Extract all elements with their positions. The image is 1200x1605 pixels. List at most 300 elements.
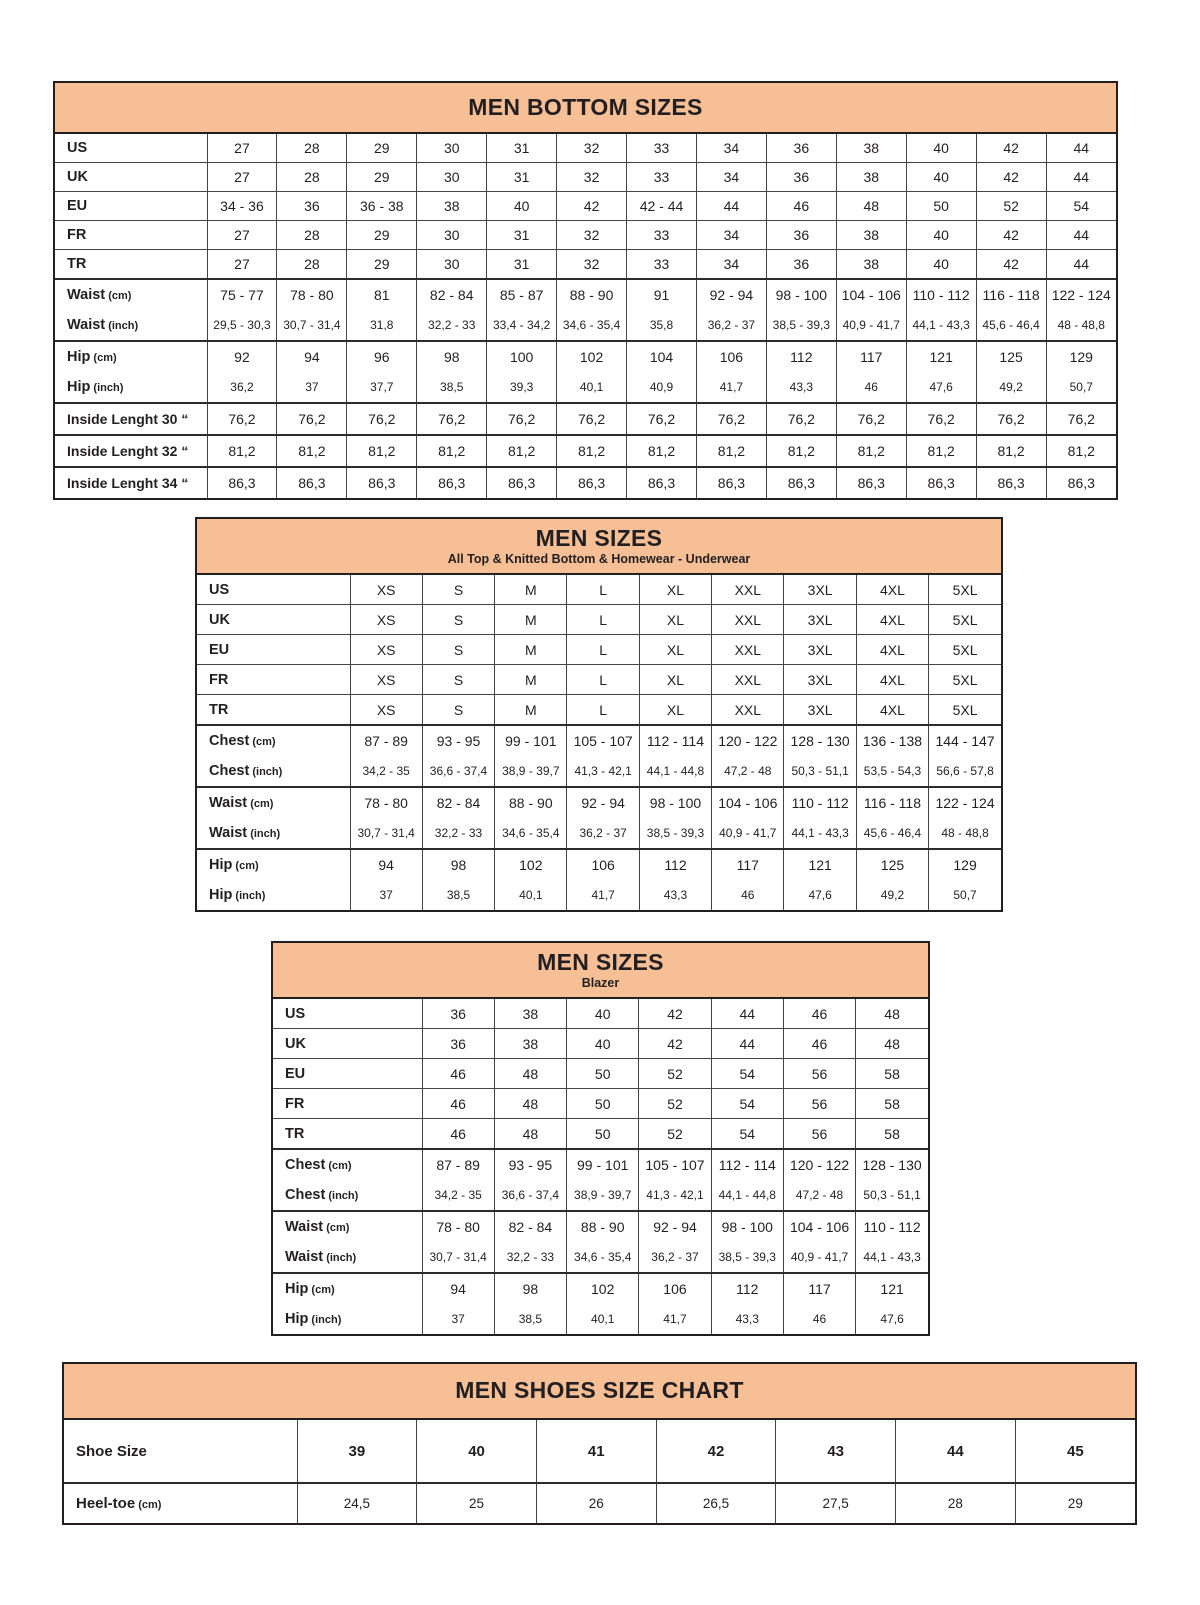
table-cell: 30,7 - 31,4 [277, 310, 347, 341]
table-cell: 37 [422, 1304, 494, 1334]
row-label-text: Heel-toe [76, 1495, 136, 1512]
table-cell: XL [639, 575, 711, 605]
men-shoes-size-grid [64, 1420, 1135, 1523]
table-cell: 40 [906, 221, 976, 250]
table-cell: 34,6 - 35,4 [567, 1242, 639, 1273]
table-cell: 88 - 90 [557, 279, 627, 310]
table-cell: M [495, 665, 567, 695]
table-cell: 41,7 [567, 880, 639, 910]
table-cell: 81,2 [487, 435, 557, 467]
table-cell: 129 [929, 849, 1001, 880]
table-cell: 54 [711, 1059, 783, 1089]
table-cell: 129 [1046, 341, 1116, 372]
table-cell: 40 [906, 134, 976, 163]
table-cell: 40,9 - 41,7 [712, 818, 784, 849]
row-label [55, 163, 207, 192]
row-label-text: Chest [209, 763, 250, 779]
row-label-text: Chest [209, 733, 250, 749]
table-cell: 4XL [856, 695, 928, 726]
table-cell: 76,2 [766, 403, 836, 435]
table-row [273, 1180, 928, 1211]
table-cell: 29 [347, 221, 417, 250]
table-cell: 37,7 [347, 372, 417, 403]
table-cell: 44,1 - 44,8 [711, 1180, 783, 1211]
table-cell: 112 - 114 [639, 725, 711, 756]
table-cell: 58 [856, 1119, 928, 1150]
table-row [197, 635, 1001, 665]
table-cell: 47,2 - 48 [783, 1180, 855, 1211]
row-label [55, 310, 207, 341]
table-cell: 4XL [856, 605, 928, 635]
table-cell: 36 [422, 999, 494, 1029]
table-cell: 102 [557, 341, 627, 372]
table-cell: XS [350, 575, 422, 605]
table-cell: 98 [417, 341, 487, 372]
row-label [55, 403, 207, 435]
table-cell: 81 [347, 279, 417, 310]
table-row [55, 435, 1116, 467]
table-cell: 42 [976, 221, 1046, 250]
table-cell: 47,6 [856, 1304, 928, 1334]
row-label-text: TR [285, 1125, 305, 1142]
table-cell: 86,3 [906, 467, 976, 498]
row-label-unit: (inch) [325, 1190, 359, 1202]
table-cell: 42 [976, 163, 1046, 192]
table-cell: 44 [696, 192, 766, 221]
table-cell: 54 [711, 1089, 783, 1119]
table-cell: 40 [906, 163, 976, 192]
row-label-unit: (cm) [232, 860, 259, 872]
table-cell: 78 - 80 [350, 787, 422, 818]
table-cell: 38,5 - 39,3 [639, 818, 711, 849]
table-cell: 30 [417, 163, 487, 192]
table-cell: 105 - 107 [567, 725, 639, 756]
table-row [197, 695, 1001, 726]
row-label-unit: (cm) [323, 1222, 350, 1234]
table-cell: 38,5 [494, 1304, 566, 1334]
table-cell: 39 [297, 1420, 417, 1483]
table-cell: 40,1 [495, 880, 567, 910]
table-cell: 5XL [929, 575, 1001, 605]
men-sizes-blazer-grid [273, 999, 928, 1334]
table-row [197, 880, 1001, 910]
row-label-unit: (cm) [249, 736, 276, 748]
table-cell: 38,9 - 39,7 [495, 756, 567, 787]
table-row [55, 134, 1116, 163]
table-cell: 81,2 [1046, 435, 1116, 467]
table-cell: 81,2 [766, 435, 836, 467]
table-cell: 31 [487, 163, 557, 192]
row-label-unit: (inch) [247, 828, 281, 840]
table-cell: 38,5 [422, 880, 494, 910]
table-row [197, 849, 1001, 880]
table-cell: 88 - 90 [495, 787, 567, 818]
table-cell: 52 [976, 192, 1046, 221]
table-cell: 38,5 [417, 372, 487, 403]
table-cell: XS [350, 605, 422, 635]
table-cell: 76,2 [627, 403, 697, 435]
table-cell: XXL [712, 695, 784, 726]
row-label-unit: (inch) [90, 382, 124, 394]
table-row [197, 756, 1001, 787]
table-cell: 36 [766, 134, 836, 163]
row-label [55, 341, 207, 372]
row-label-unit: (inch) [308, 1314, 342, 1326]
table-row [197, 605, 1001, 635]
table-cell: 76,2 [696, 403, 766, 435]
row-label [55, 435, 207, 467]
table-cell: 44,1 - 43,3 [856, 1242, 928, 1273]
table-row [273, 1059, 928, 1089]
table-cell: L [567, 665, 639, 695]
table-row [55, 403, 1116, 435]
row-label-text: Inside Lenght 30 “ [67, 411, 189, 427]
row-label-unit: (cm) [247, 798, 274, 810]
table-cell: 50,3 - 51,1 [856, 1180, 928, 1211]
table-cell: 40,1 [567, 1304, 639, 1334]
table-cell: 47,6 [784, 880, 856, 910]
table-cell: 44,1 - 43,3 [784, 818, 856, 849]
table-cell: 32,2 - 33 [494, 1242, 566, 1273]
table-row [55, 310, 1116, 341]
row-label-text: Hip [209, 887, 233, 903]
table-subtitle: Blazer [581, 975, 620, 990]
table-cell: 36,6 - 37,4 [422, 756, 494, 787]
table-cell: 3XL [784, 665, 856, 695]
table-cell: 47,6 [906, 372, 976, 403]
table-cell: 37 [350, 880, 422, 910]
row-label-text: Hip [67, 379, 91, 395]
table-cell: 42 - 44 [627, 192, 697, 221]
table-cell: L [567, 695, 639, 726]
table-cell: 31,8 [347, 310, 417, 341]
table-cell: 41,3 - 42,1 [567, 756, 639, 787]
table-cell: S [422, 605, 494, 635]
table-cell: 40 [417, 1420, 537, 1483]
table-title: MEN BOTTOM SIZES [468, 93, 703, 120]
row-label-unit: (cm) [105, 290, 132, 302]
row-label-text: Inside Lenght 32 “ [67, 443, 189, 459]
table-cell: 36 [766, 221, 836, 250]
table-cell: 34 - 36 [207, 192, 277, 221]
table-cell: 112 [766, 341, 836, 372]
table-row [273, 999, 928, 1029]
table-cell: 50,3 - 51,1 [784, 756, 856, 787]
row-label [273, 1242, 422, 1273]
row-label-unit: (inch) [105, 320, 139, 332]
table-cell: 82 - 84 [422, 787, 494, 818]
table-cell: 92 - 94 [639, 1211, 711, 1242]
row-label-text: Chest [285, 1187, 326, 1203]
table-cell: 46 [766, 192, 836, 221]
row-label-unit: (cm) [325, 1160, 352, 1172]
table-cell: 46 [783, 999, 855, 1029]
row-label-text: UK [285, 1035, 306, 1052]
table-cell: 36,2 - 37 [639, 1242, 711, 1273]
table-row [55, 163, 1116, 192]
table-cell: 27 [207, 250, 277, 280]
men-bottom-sizes-grid [55, 134, 1116, 498]
table-cell: 40,1 [557, 372, 627, 403]
table-cell: 104 [627, 341, 697, 372]
men-sizes-top-grid [197, 575, 1001, 910]
table-cell: 46 [422, 1089, 494, 1119]
table-cell: 40 [567, 1029, 639, 1059]
table-cell: XS [350, 665, 422, 695]
table-cell: 47,2 - 48 [712, 756, 784, 787]
table-cell: 102 [567, 1273, 639, 1304]
table-cell: 28 [277, 163, 347, 192]
table-cell: 52 [639, 1089, 711, 1119]
table-cell: 104 - 106 [783, 1211, 855, 1242]
table-cell: 100 [487, 341, 557, 372]
table-cell: 76,2 [347, 403, 417, 435]
table-cell: 76,2 [487, 403, 557, 435]
table-cell: 48 - 48,8 [929, 818, 1001, 849]
table-cell: 38 [494, 1029, 566, 1059]
table-cell: 40 [487, 192, 557, 221]
row-label-text: EU [67, 198, 88, 214]
table-cell: 52 [639, 1059, 711, 1089]
table-row [55, 279, 1116, 310]
table-row [64, 1483, 1135, 1523]
table-cell: 42 [639, 999, 711, 1029]
table-cell: 44 [1046, 221, 1116, 250]
table-cell: 36,6 - 37,4 [494, 1180, 566, 1211]
table-cell: 86,3 [627, 467, 697, 498]
row-label [197, 787, 350, 818]
table-cell: 43,3 [639, 880, 711, 910]
table-cell: 94 [422, 1273, 494, 1304]
row-label-text: FR [285, 1095, 305, 1112]
table-cell: 120 - 122 [783, 1149, 855, 1180]
table-row [197, 665, 1001, 695]
table-cell: XL [639, 665, 711, 695]
table-row [273, 1211, 928, 1242]
table-cell: 86,3 [766, 467, 836, 498]
table-cell: 25 [417, 1483, 537, 1523]
table-cell: 29,5 - 30,3 [207, 310, 277, 341]
table-cell: 44,1 - 44,8 [639, 756, 711, 787]
table-cell: 36,2 [207, 372, 277, 403]
row-label-text: FR [67, 227, 87, 243]
table-cell: 48 [494, 1089, 566, 1119]
table-cell: 93 - 95 [494, 1149, 566, 1180]
table-cell: 56,6 - 57,8 [929, 756, 1001, 787]
row-label-text: Hip [67, 349, 91, 365]
table-cell: XL [639, 695, 711, 726]
table-row [55, 372, 1116, 403]
table-cell: 46 [836, 372, 906, 403]
table-cell: 110 - 112 [784, 787, 856, 818]
table-cell: 27 [207, 163, 277, 192]
table-cell: 30,7 - 31,4 [422, 1242, 494, 1273]
row-label-unit: (cm) [90, 352, 117, 364]
table-cell: 54 [1046, 192, 1116, 221]
table-cell: 112 [639, 849, 711, 880]
table-cell: L [567, 635, 639, 665]
table-cell: 91 [627, 279, 697, 310]
table-cell: 46 [783, 1029, 855, 1059]
table-cell: 81,2 [976, 435, 1046, 467]
table-cell: 92 - 94 [696, 279, 766, 310]
table-cell: 5XL [929, 665, 1001, 695]
table-cell: XXL [712, 605, 784, 635]
men-bottom-sizes-header [55, 83, 1116, 134]
table-cell: 44 [1046, 250, 1116, 280]
table-cell: 116 - 118 [976, 279, 1046, 310]
table-cell: 41 [536, 1420, 656, 1483]
table-cell: 48 - 48,8 [1046, 310, 1116, 341]
table-cell: 37 [277, 372, 347, 403]
table-cell: M [495, 605, 567, 635]
table-cell: 117 [783, 1273, 855, 1304]
table-cell: 54 [711, 1119, 783, 1150]
table-cell: 106 [696, 341, 766, 372]
table-cell: 81,2 [417, 435, 487, 467]
table-cell: 40,9 - 41,7 [783, 1242, 855, 1273]
row-label [197, 665, 350, 695]
row-label-text: EU [285, 1065, 306, 1082]
table-cell: 117 [836, 341, 906, 372]
table-row [55, 250, 1116, 280]
row-label-text: Waist [209, 795, 248, 811]
table-cell: 38 [494, 999, 566, 1029]
table-cell: 86,3 [347, 467, 417, 498]
table-cell: 93 - 95 [422, 725, 494, 756]
table-cell: 28 [277, 221, 347, 250]
row-label [55, 221, 207, 250]
table-cell: 32,2 - 33 [417, 310, 487, 341]
table-cell: 48 [494, 1059, 566, 1089]
row-label [273, 1089, 422, 1119]
table-cell: 28 [896, 1483, 1016, 1523]
table-cell: L [567, 605, 639, 635]
row-label [64, 1483, 297, 1523]
table-cell: 81,2 [836, 435, 906, 467]
table-cell: 24,5 [297, 1483, 417, 1523]
row-label [55, 134, 207, 163]
table-row [273, 1089, 928, 1119]
table-cell: 52 [639, 1119, 711, 1150]
table-cell: 45,6 - 46,4 [856, 818, 928, 849]
row-label [273, 1029, 422, 1059]
table-cell: 3XL [784, 635, 856, 665]
table-cell: 33 [627, 250, 697, 280]
table-cell: 86,3 [207, 467, 277, 498]
table-cell: 40 [567, 999, 639, 1029]
row-label [273, 1180, 422, 1211]
table-cell: 38,9 - 39,7 [567, 1180, 639, 1211]
table-cell: 76,2 [417, 403, 487, 435]
men-shoes-size-table [62, 1362, 1137, 1525]
table-cell: 32 [557, 134, 627, 163]
table-cell: 81,2 [347, 435, 417, 467]
row-label [197, 605, 350, 635]
table-cell: 81,2 [557, 435, 627, 467]
row-label [64, 1420, 297, 1483]
table-cell: 48 [836, 192, 906, 221]
table-cell: 76,2 [207, 403, 277, 435]
table-cell: 86,3 [696, 467, 766, 498]
row-label [273, 1149, 422, 1180]
row-label [273, 1119, 422, 1150]
table-cell: 36 [766, 250, 836, 280]
row-label-text: Waist [67, 317, 106, 333]
table-cell: 99 - 101 [495, 725, 567, 756]
table-cell: 43,3 [766, 372, 836, 403]
table-cell: 121 [784, 849, 856, 880]
table-cell: 56 [783, 1089, 855, 1119]
row-label [273, 999, 422, 1029]
row-label-text: UK [67, 169, 88, 185]
table-cell: M [495, 635, 567, 665]
table-cell: 86,3 [557, 467, 627, 498]
table-cell: 98 - 100 [711, 1211, 783, 1242]
table-cell: 42 [976, 134, 1046, 163]
row-label [197, 635, 350, 665]
table-title: MEN SIZES [537, 948, 664, 975]
table-cell: 46 [712, 880, 784, 910]
table-cell: XL [639, 605, 711, 635]
table-cell: M [495, 575, 567, 605]
table-cell: 117 [712, 849, 784, 880]
table-cell: 121 [906, 341, 976, 372]
table-cell: 112 - 114 [711, 1149, 783, 1180]
table-cell: 26 [536, 1483, 656, 1523]
table-cell: 76,2 [836, 403, 906, 435]
table-cell: 3XL [784, 605, 856, 635]
table-cell: 58 [856, 1059, 928, 1089]
table-cell: 110 - 112 [856, 1211, 928, 1242]
table-row [273, 1119, 928, 1150]
row-label-text: TR [67, 256, 87, 272]
row-label-unit: (inch) [323, 1252, 357, 1264]
table-cell: 5XL [929, 635, 1001, 665]
table-cell: 44 [1046, 163, 1116, 192]
row-label [55, 372, 207, 403]
row-label-text: Hip [285, 1281, 309, 1297]
row-label [273, 1273, 422, 1304]
table-cell: 48 [494, 1119, 566, 1150]
table-cell: 40 [906, 250, 976, 280]
row-label [197, 849, 350, 880]
row-label [197, 575, 350, 605]
table-cell: 50,7 [929, 880, 1001, 910]
table-cell: 50,7 [1046, 372, 1116, 403]
table-cell: 38 [836, 221, 906, 250]
row-label [273, 1304, 422, 1334]
row-label-text: EU [209, 641, 230, 658]
table-cell: 81,2 [277, 435, 347, 467]
row-label [197, 725, 350, 756]
row-label-unit: (cm) [308, 1284, 335, 1296]
table-cell: 4XL [856, 665, 928, 695]
table-cell: 125 [976, 341, 1046, 372]
table-cell: 128 - 130 [784, 725, 856, 756]
table-cell: 43,3 [711, 1304, 783, 1334]
table-cell: 102 [495, 849, 567, 880]
table-cell: 120 - 122 [712, 725, 784, 756]
table-cell: 98 [494, 1273, 566, 1304]
table-cell: 56 [783, 1059, 855, 1089]
table-cell: 36,2 - 37 [696, 310, 766, 341]
row-label-unit: (inch) [232, 890, 266, 902]
table-cell: 110 - 112 [906, 279, 976, 310]
table-cell: 38 [836, 250, 906, 280]
men-sizes-blazer-header [273, 943, 928, 999]
table-cell: 128 - 130 [856, 1149, 928, 1180]
